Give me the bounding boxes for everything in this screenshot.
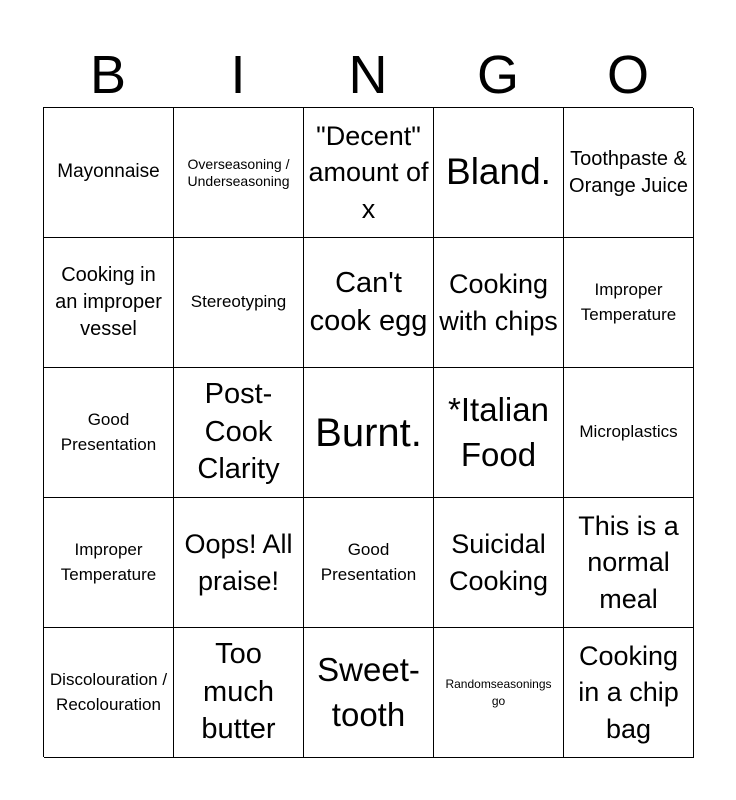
cell-text: "Decent" amount of x (308, 120, 429, 224)
cell-text: Oops! All praise! (184, 529, 293, 596)
bingo-cell[interactable] (174, 498, 304, 628)
cell-text: Improper Temperature (60, 539, 157, 584)
bingo-cell[interactable] (44, 498, 174, 628)
cell-text: Toothpaste & Orange Juice (569, 147, 688, 197)
bingo-cell[interactable] (304, 108, 434, 238)
cell-text: Mayonnaise (57, 161, 160, 183)
bingo-cell[interactable] (304, 628, 434, 758)
cell-text: Too much butter (201, 637, 276, 746)
bingo-cell[interactable] (174, 108, 304, 238)
bingo-cell[interactable] (434, 498, 564, 628)
bingo-cell[interactable] (174, 238, 304, 368)
bingo-cell[interactable] (304, 238, 434, 368)
bingo-cell[interactable] (44, 108, 174, 238)
cell-text: This is a normal meal (578, 510, 679, 614)
cell-text: Sweet-tooth (317, 650, 420, 733)
cell-text: Randomseasonings go (445, 676, 552, 708)
cell-text: Good Presentation (60, 409, 157, 454)
bingo-cell[interactable] (564, 238, 694, 368)
bingo-cell[interactable] (174, 628, 304, 758)
cell-text: Post-Cook Clarity (197, 377, 280, 486)
header-letter-o: O (606, 45, 649, 105)
cell-text: *Italian Food (448, 390, 549, 473)
cell-text: Can't cook egg (309, 266, 428, 337)
header-letter-b: B (89, 45, 127, 105)
bingo-cell[interactable] (44, 628, 174, 758)
bingo-grid (43, 107, 693, 757)
cell-text: Cooking with chips (439, 269, 558, 336)
bingo-cell[interactable] (434, 368, 564, 498)
bingo-header (43, 44, 693, 106)
cell-text: Good Presentation (320, 539, 417, 584)
cell-text: Improper Temperature (580, 279, 677, 324)
cell-text: Discolouration / Recolouration (49, 669, 168, 714)
header-letter-n: N (348, 45, 388, 105)
cell-text: Overseasoning / Underseasoning (187, 155, 290, 189)
cell-text: Burnt. (315, 410, 422, 455)
bingo-cell[interactable] (44, 238, 174, 368)
cell-text: Bland. (446, 151, 551, 193)
cell-text: Suicidal Cooking (448, 529, 549, 596)
header-letter-i: I (230, 45, 246, 105)
header-letter-g: G (476, 45, 519, 105)
cell-text: Cooking in an improper vessel (55, 264, 162, 340)
cell-text: Cooking in a chip bag (578, 640, 679, 744)
bingo-cell[interactable] (44, 368, 174, 498)
bingo-cell[interactable] (434, 628, 564, 758)
bingo-cell[interactable] (434, 238, 564, 368)
cell-text: Microplastics (579, 422, 678, 442)
bingo-cell[interactable] (564, 368, 694, 498)
cell-text: Stereotyping (190, 292, 287, 312)
bingo-cell[interactable] (564, 108, 694, 238)
bingo-cell[interactable] (304, 368, 434, 498)
bingo-cell[interactable] (564, 628, 694, 758)
bingo-cell[interactable] (174, 368, 304, 498)
bingo-cell[interactable] (434, 108, 564, 238)
bingo-cell[interactable] (564, 498, 694, 628)
bingo-cell[interactable] (304, 498, 434, 628)
